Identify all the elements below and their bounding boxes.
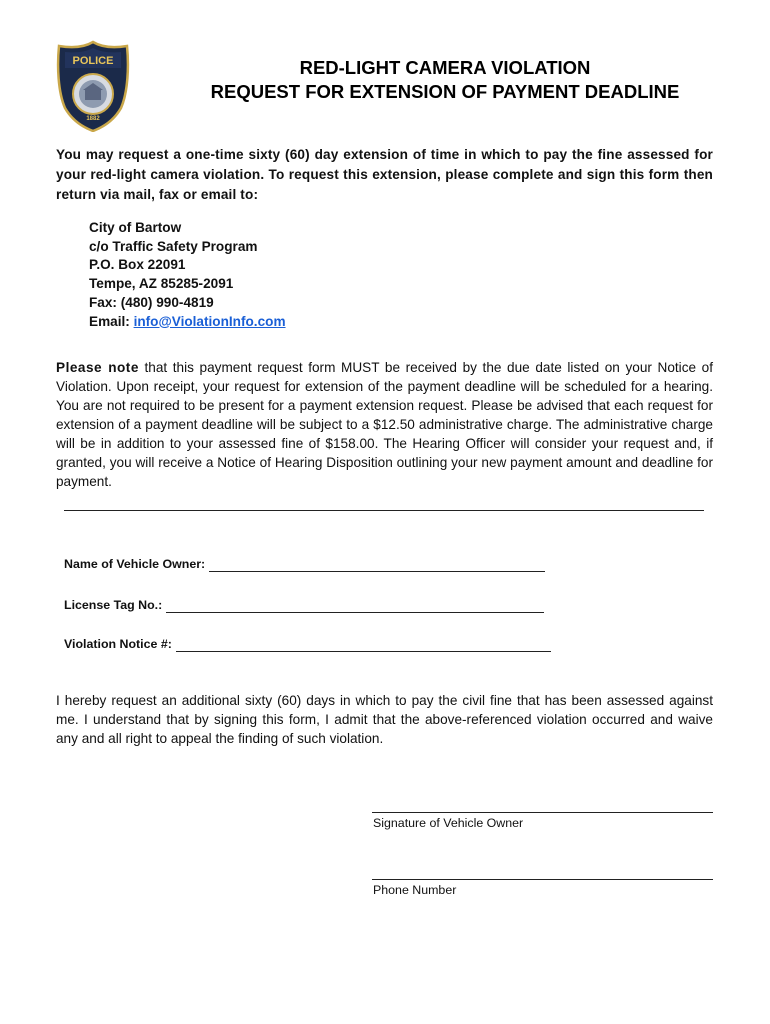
vehicle-owner-field[interactable] — [64, 556, 545, 572]
address-line-1: City of Bartow — [89, 220, 182, 235]
violation-notice-label: Violation Notice #: — [64, 637, 172, 651]
request-paragraph: I hereby request an additional sixty (60) days in which to pay the civil fine that has been assessed against me. I understand that by signing this form, I admit that the above-referenced violation occurred and waive any and all right to appeal the finding of such violation. — [56, 693, 713, 746]
phone-line[interactable] — [372, 879, 713, 880]
violation-notice-field[interactable] — [64, 636, 551, 652]
form-title — [140, 56, 750, 104]
title-line-1: RED-LIGHT CAMERA VIOLATION — [299, 57, 591, 78]
intro-paragraph: You may request a one-time sixty (60) day extension of time in which to pay the fine assessed for your red-light camera violation. To request this extension, please complete and sign this form then return via mail, fax or email to: — [56, 147, 713, 202]
license-tag-label: License Tag No.: — [64, 598, 163, 612]
phone-label: Phone Number — [373, 883, 457, 897]
email-row — [89, 313, 286, 332]
address-line-3: P.O. Box 22091 — [89, 257, 186, 273]
title-line-2: REQUEST FOR EXTENSION OF PAYMENT DEADLINE — [210, 81, 680, 102]
note-body: that this payment request form MUST be received by the due date listed on your Notice of Violation. Upon receipt, your request for extension of the payment deadline will be scheduled for a hearing. You are not required to be present for a payment extension request. Please be advised that each request for extension of a payment deadline will be subject to a $12.50 administrative charge. The administrative charge will be in addition to your assessed fine of $158.00. The Hearing Officer will consider your request and, if granted, you will receive a Notice of Hearing Disposition outlining your new payment amount and deadline for payment. — [56, 360, 713, 489]
police-badge-logo — [55, 40, 131, 132]
license-tag-field[interactable] — [64, 597, 544, 613]
signature-label: Signature of Vehicle Owner — [373, 816, 524, 830]
badge-bottom-text: 1882 — [86, 116, 100, 122]
section-divider — [64, 510, 704, 511]
signature-line[interactable] — [372, 812, 713, 813]
badge-top-text: POLICE — [72, 55, 114, 67]
license-tag-line[interactable] — [166, 600, 544, 613]
note-lead: Please note — [56, 360, 139, 375]
violation-notice-line[interactable] — [176, 639, 551, 652]
email-link[interactable]: info@ViolationInfo.com — [133, 313, 286, 329]
mailing-address — [89, 219, 286, 331]
address-line-2: c/o Traffic Safety Program — [89, 238, 258, 254]
note-paragraph — [56, 358, 713, 491]
email-label: Email: — [89, 313, 134, 329]
address-line-4: Tempe, AZ 85285-2091 — [89, 276, 234, 292]
vehicle-owner-line[interactable] — [209, 559, 545, 572]
fax-number: Fax: (480) 990-4819 — [89, 294, 214, 310]
vehicle-owner-label: Name of Vehicle Owner: — [64, 557, 206, 571]
